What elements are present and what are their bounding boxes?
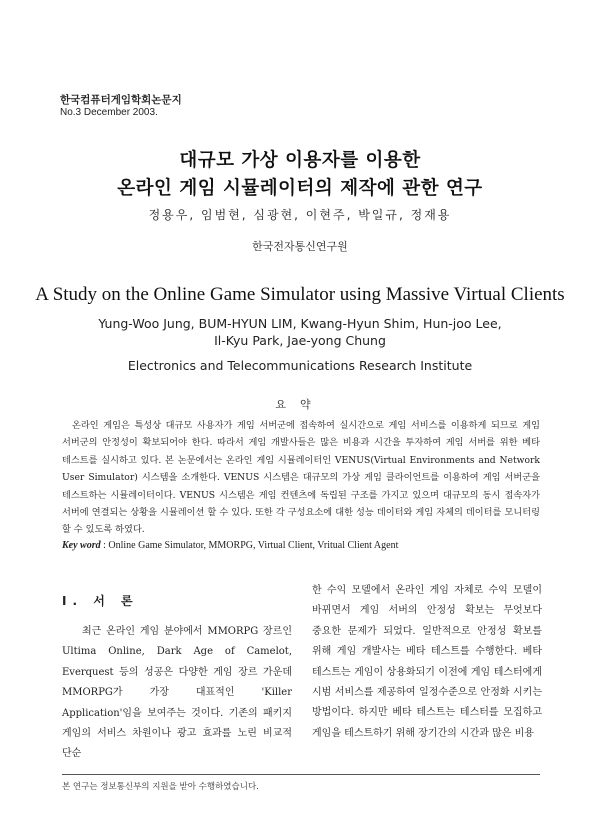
keyword-list: : Online Game Simulator, MMORPG, Virtual Client, Vritual Client Agent	[100, 540, 399, 551]
korean-affiliation: 한국전자통신연구원	[252, 240, 348, 253]
footnote-divider	[62, 774, 540, 775]
abstract-text: 온라인 게임은 특성상 대규모 사용자가 게임 서버군에 접속하여 실시간으로 게임 서비스를 이용하게 되므로 게임 서버군의 안정성이 확보되어야 한다. 따라서 게임 개발사들은 많은 비용과 시간을 투자하여 게임 서버를 위한 베타 테스트를 실시하고 있다. 본 논문에서는 온라인 게임 시뮬레이터인 VENUS(Virtual Environments and Network User Simulator) 시스템을 소개한다. VENUS 시스템은 대규모의 가상 게임 클라이언트를 이용하여 게임 서버군을 테스트하는 시뮬레이터이다. VENUS 시스템은 게임 컨텐츠에 독립된 구조를 가지고 있으며 대규모의 동시 접속자가 서버에 연결되는 상황을 시뮬레이션 할 수 있다. 또한 각 구성요소에 대한 성능 데이터와 게임 자체의 데이터를 모니터링 할 수 있도록 하였다.	[62, 420, 540, 536]
english-authors-line1: Yung-Woo Jung, BUM-HYUN LIM, Kwang-Hyun Shim, Hun-joo Lee,	[98, 316, 502, 331]
footnote: 본 연구는 정보통신부의 지원을 받아 수행하였습니다.	[62, 782, 259, 792]
korean-title-line1: 대규모 가상 이용자를 이용한	[179, 150, 421, 171]
journal-issue: No.3 December 2003.	[60, 107, 158, 118]
keyword-label: Key word	[62, 540, 101, 551]
abstract-heading: 요약	[275, 398, 325, 411]
section-heading: I. 서 론	[62, 594, 139, 608]
journal-name: 한국컴퓨터게임학회논문지	[60, 94, 182, 106]
english-affiliation: Electronics and Telecommunications Research Institute	[127, 358, 473, 373]
korean-title-line2: 온라인 게임 시뮬레이터의 제작에 관한 연구	[117, 178, 483, 199]
english-authors-line2: Il-Kyu Park, Jae-yong Chung	[214, 333, 386, 348]
english-title: A Study on the Online Game Simulator using Massive Virtual Clients	[35, 284, 565, 305]
keywords	[62, 540, 542, 551]
body-column-left: 최근 온라인 게임 분야에서 MMORPG 장르인 Ultima Online, Dark Age of Camelot, Everquest 등의 성공은 다양한 게임 장르 가운데 MMORPG가 가장 대표적인 'Killer Application'임을 보여주는 것이다. 기존의 패키지 게임의 서비스 차원이나 광고 효과를 노린 비교적 단순	[62, 626, 292, 760]
korean-authors: 정용우, 임범현, 심광현, 이현주, 박일규, 정재용	[148, 208, 452, 222]
body-column-right: 한 수익 모델에서 온라인 게임 자체로 수익 모델이 바뀌면서 게임 서버의 안정성 확보는 무엇보다 중요한 문제가 되었다. 일반적으로 안정성 확보를 위해 게임 개발사는 베타 테스트를 수행한다. 베타 테스트는 게임이 상용화되기 이전에 게임 테스터에게 시범 서비스를 제공하여 일정수준으로 안정화 시키는 방법이다. 하지만 베타 테스트는 테스터를 모집하고 게임을 테스트하기 위해 장기간의 시간과 많은 비용	[312, 585, 542, 739]
